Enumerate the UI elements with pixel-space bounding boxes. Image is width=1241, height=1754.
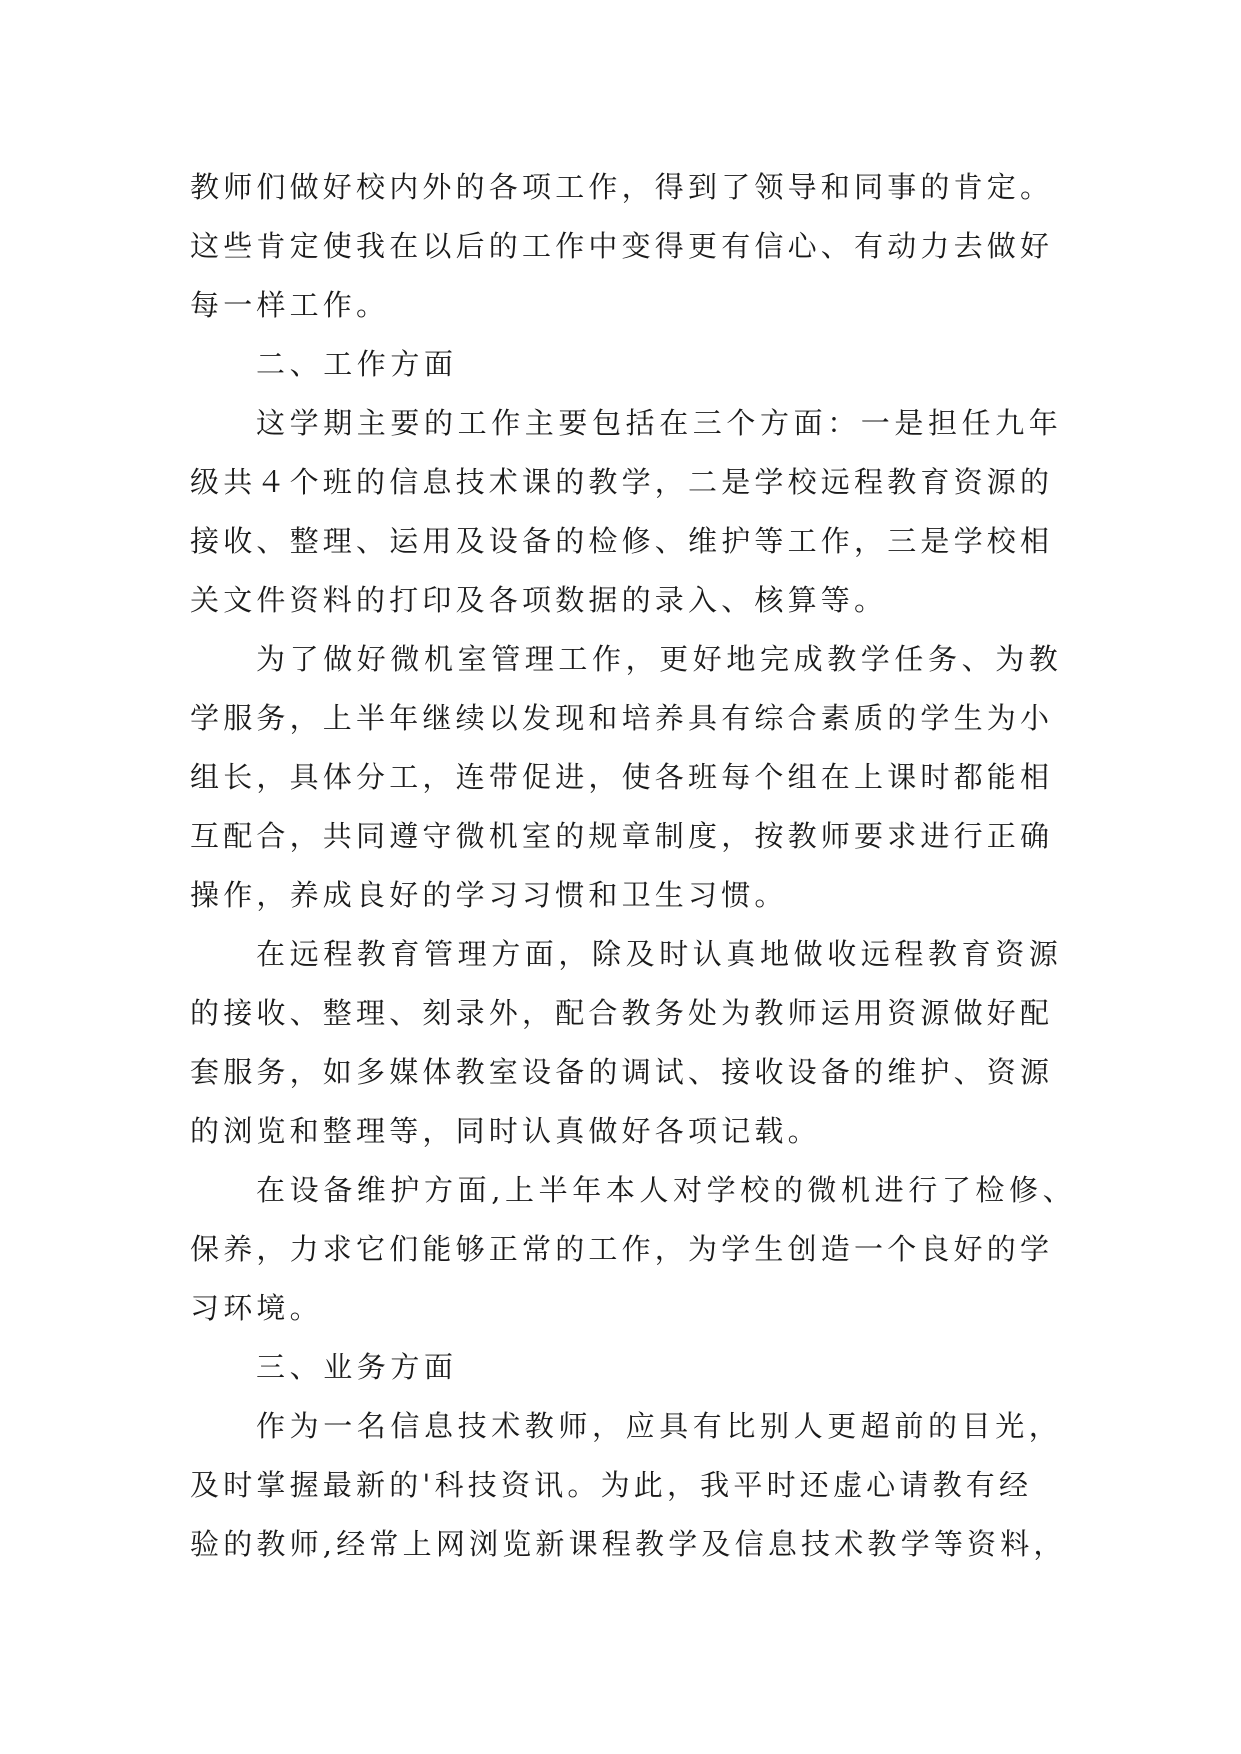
text-line: 关文件资料的打印及各项数据的录入、核算等。 xyxy=(190,583,888,617)
text-line: 及时掌握最新的'科技资讯。为此，我平时还虚心请教有经 xyxy=(190,1468,1033,1502)
text-line: 套服务，如多媒体教室设备的调试、接收设备的维护、资源 xyxy=(190,1055,1054,1089)
text-line: 作为一名信息技术教师，应具有比别人更超前的目光， xyxy=(256,1409,1063,1443)
text-line: 保养，力求它们能够正常的工作，为学生创造一个良好的学 xyxy=(190,1232,1054,1266)
text-line: 级共４个班的信息技术课的教学，二是学校远程教育资源的 xyxy=(190,465,1054,499)
text-line: 的接收、整理、刻录外，配合教务处为教师运用资源做好配 xyxy=(190,996,1054,1030)
text-line: 组长，具体分工，连带促进，使各班每个组在上课时都能相 xyxy=(190,760,1054,794)
text-line: 验的教师,经常上网浏览新课程教学及信息技术教学等资料， xyxy=(190,1527,1067,1561)
text-line: 在远程教育管理方面，除及时认真地做收远程教育资源 xyxy=(256,937,1063,971)
text-line: 的浏览和整理等，同时认真做好各项记载。 xyxy=(190,1114,821,1148)
text-line: 在设备维护方面,上半年本人对学校的微机进行了检修、 xyxy=(256,1173,1077,1207)
document-body xyxy=(190,158,1077,1574)
section-heading-business: 三、业务方面 xyxy=(256,1350,458,1384)
text-line: 这些肯定使我在以后的工作中变得更有信心、有动力去做好 xyxy=(190,229,1054,263)
text-line: 这学期主要的工作主要包括在三个方面：一是担任九年 xyxy=(256,406,1063,440)
text-line: 为了做好微机室管理工作，更好地完成教学任务、为教 xyxy=(256,642,1063,676)
text-line: 教师们做好校内外的各项工作，得到了领导和同事的肯定。 xyxy=(190,170,1054,204)
text-line: 操作，养成良好的学习习惯和卫生习惯。 xyxy=(190,878,788,912)
section-heading-work: 二、工作方面 xyxy=(256,347,458,381)
text-line: 学服务，上半年继续以发现和培养具有综合素质的学生为小 xyxy=(190,701,1054,735)
text-line: 互配合，共同遵守微机室的规章制度，按教师要求进行正确 xyxy=(190,819,1054,853)
text-line: 接收、整理、运用及设备的检修、维护等工作，三是学校相 xyxy=(190,524,1054,558)
text-line: 习环境。 xyxy=(190,1291,323,1325)
text-line: 每一样工作。 xyxy=(190,288,390,322)
